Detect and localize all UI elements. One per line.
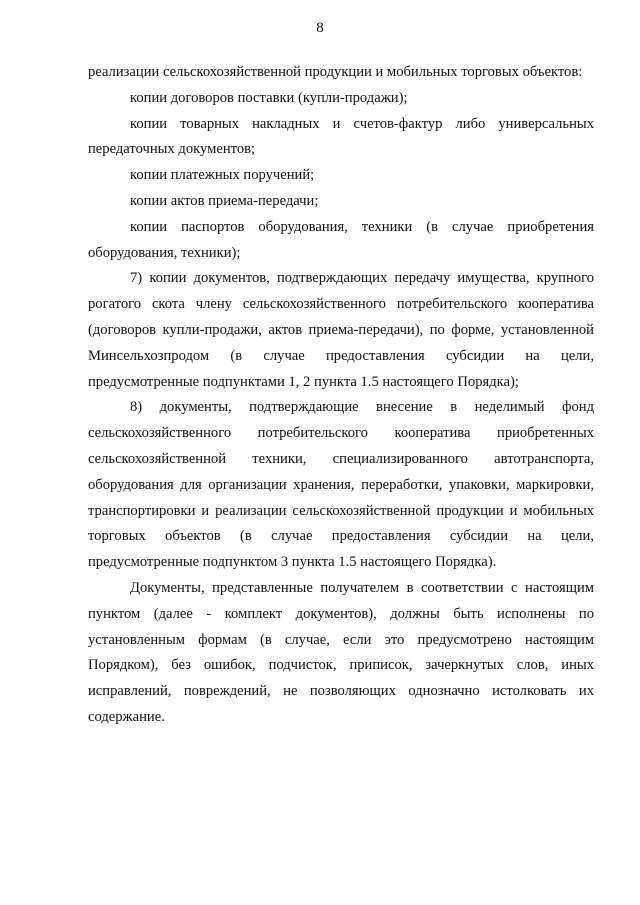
- list-item-transfer-acts: копии актов приема-передачи;: [130, 192, 319, 209]
- document-body: [88, 60, 594, 731]
- page-number: 8: [316, 20, 324, 36]
- list-item-invoices: копии товарных накладных и счетов-фактур либо универсальных передаточных документов;: [88, 115, 594, 158]
- paragraph-item-7: 7) копии документов, подтверждающих передачу имущества, крупного рогатого скота члену сельскохозяйственного потребительского кооператива (договоров купли-продажи, актов приема-передачи), по форме, установленной Минсельхозпродом (в случае предоставления субсидии на цели, предусмотренные подпунктами 1, 2 пункта 1.5 настоящего Порядка);: [88, 270, 594, 390]
- paragraph-item-8: 8) документы, подтверждающие внесение в неделимый фонд сельскохозяйственного потребительского кооператива приобретенных сельскохозяйственной техники, специализированного автотранспорта, оборудования для организации хранения, переработки, упаковки, маркировки, транспортировки и реализации сельскохозяйственной продукции и мобильных торговых объектов (в случае предоставления субсидии на цели, предусмотренные подпунктом 3 пункта 1.5 настоящего Порядка).: [88, 399, 594, 571]
- paragraph-document-requirements: Документы, представленные получателем в соответствии с настоящим пунктом (далее - комплект документов), должны быть исполнены по установленным формам (в случае, если это предусмотрено настоящим Порядком), без ошибок, подчисток, приписок, зачеркнутых слов, иных исправлений, повреждений, не позволяющих однозначно истолковать их содержание.: [88, 579, 594, 725]
- list-item-payment-orders: копии платежных поручений;: [130, 167, 315, 184]
- list-item-equipment-passports: копии паспортов оборудования, техники (в случае приобретения оборудования, техники);: [88, 218, 594, 261]
- paragraph-intro-continuation: реализации сельскохозяйственной продукции и мобильных торговых объектов:: [88, 64, 583, 80]
- list-item-supply-contracts: копии договоров поставки (купли-продажи);: [130, 89, 408, 106]
